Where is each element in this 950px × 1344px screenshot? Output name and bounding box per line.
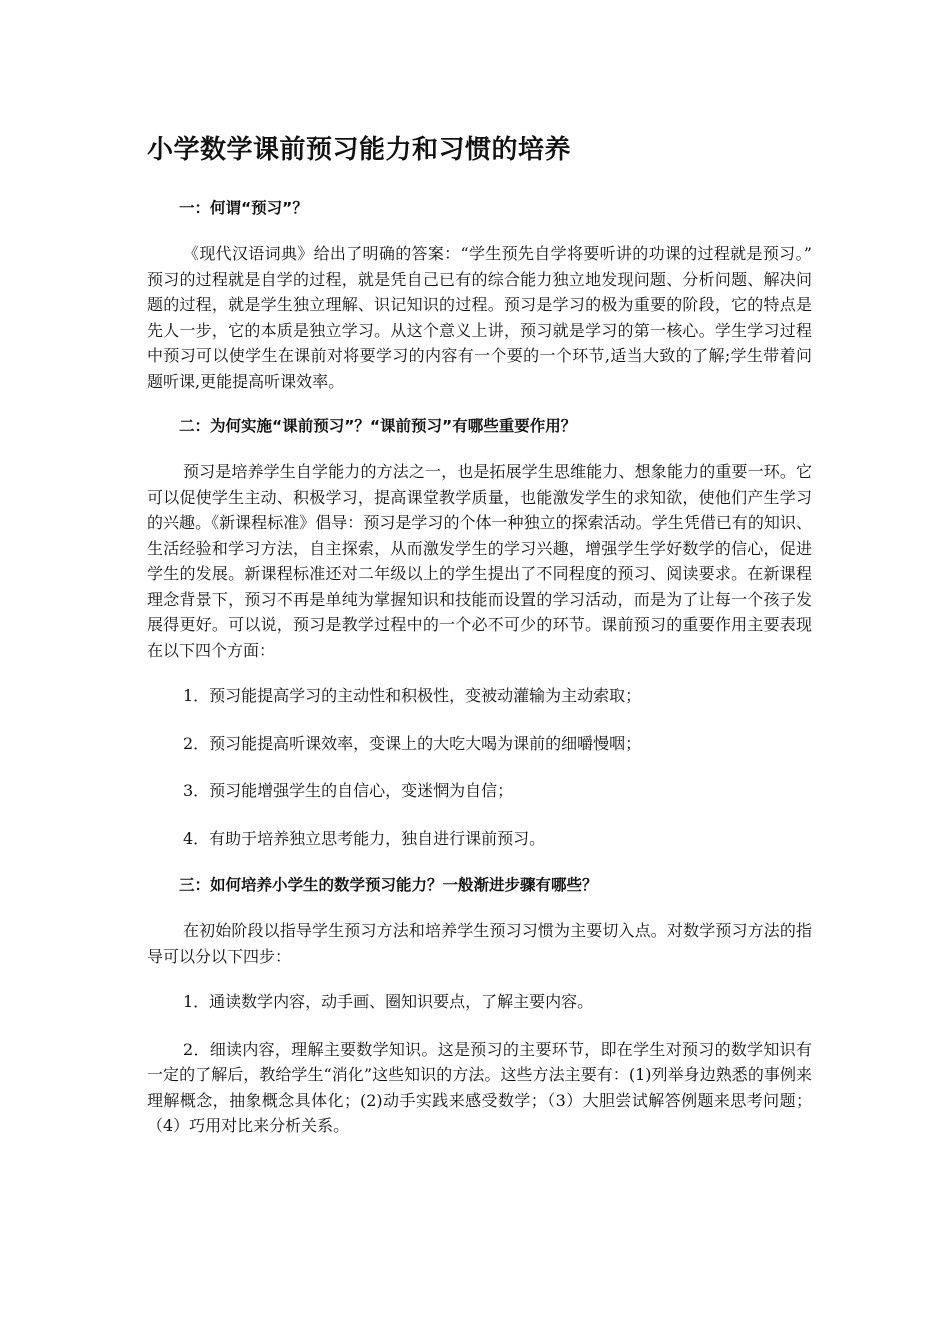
section-2-list-item: 3．预习能增强学生的自信心，变迷惘为自信； [183,781,514,800]
section-1-heading: 一：何谓“预习”？ [179,199,308,217]
section-2-list-item: 1．预习能提高学习的主动性和积极性，变被动灌输为主动索取； [183,686,642,705]
section-3-heading: 三：如何培养小学生的数学预习能力？一般渐进步骤有哪些？ [179,876,598,894]
section-2-paragraph: 预习是培养学生自学能力的方法之一，也是拓展学生思维能力、想象能力的重要一环。它可以促使学生主动、积极学习，提高课堂教学质量，也能激发学生的求知欲，使他们产生学习的兴趣。《新课程标准》倡导：预习是学习的个体一种独立的探索活动。学生凭借已有的知识、生活经验和学习方法，自主探索，从而激发学生的学习兴趣，增强学生学好数学的信心，促进学生的发展。新课程标准还对二年级以上的学生提出了不同程度的预习、阅读要求。在新课程理念背景下，预习不再是单纯为掌握知识和技能而设置的学习活动，而是为了让每一个孩子发展得更好。可以说，预习是教学过程中的一个必不可少的环节。课前预习的重要作用主要表现在以下四个方面： [147,462,812,660]
section-1-paragraph: 《现代汉语词典》给出了明确的答案：“学生预先自学将要听讲的功课的过程就是预习。” 预习的过程就是自学的过程，就是凭自己已有的综合能力独立地发现问题、分析问题、解决问题的过程，就是学生独立理解、识记知识的过程。预习是学习的极为重要的阶段，它的特点是先人一步，它的本质是独立学习。从这个意义上讲，预习就是学习的第一核心。学生学习过程中预习可以使学生在课前对将要学习的内容有一个要的一个环节,适当大致的了解;学生带着问题听课,更能提高听课效率。 [147,244,812,391]
document-title: 小学数学课前预习能力和习惯的培养 [147,135,572,165]
document-page [147,128,812,1159]
section-2-list-item: 2．预习能提高听课效率，变课上的大吃大喝为课前的细嚼慢咽； [183,733,642,753]
section-3-list-item: 2．细读内容，理解主要数学知识。这是预习的主要环节，即在学生对预习的数学知识有一定的了解后，教给学生“消化”这些知识的方法。这些方法主要有：(1)列举身边熟悉的事例来理解概念，抽象概念具体化；(2)动手实践来感受数学；（3）大胆尝试解答例题来思考问题；（4）巧用对比来分析关系。 [147,1039,812,1135]
section-2-heading: 二：为何实施“课前预习”？“课前预习”有哪些重要作用？ [179,417,577,435]
section-3-paragraph: 在初始阶段以指导学生预习方法和培养学生预习习惯为主要切入点。对数学预习方法的指导可以分以下四步： [147,921,812,966]
section-3-list-item: 1．通读数学内容，动手画、圈知识要点，了解主要内容。 [183,992,594,1011]
section-2-list-item: 4．有助于培养独立思考能力，独自进行课前预习。 [183,828,546,848]
